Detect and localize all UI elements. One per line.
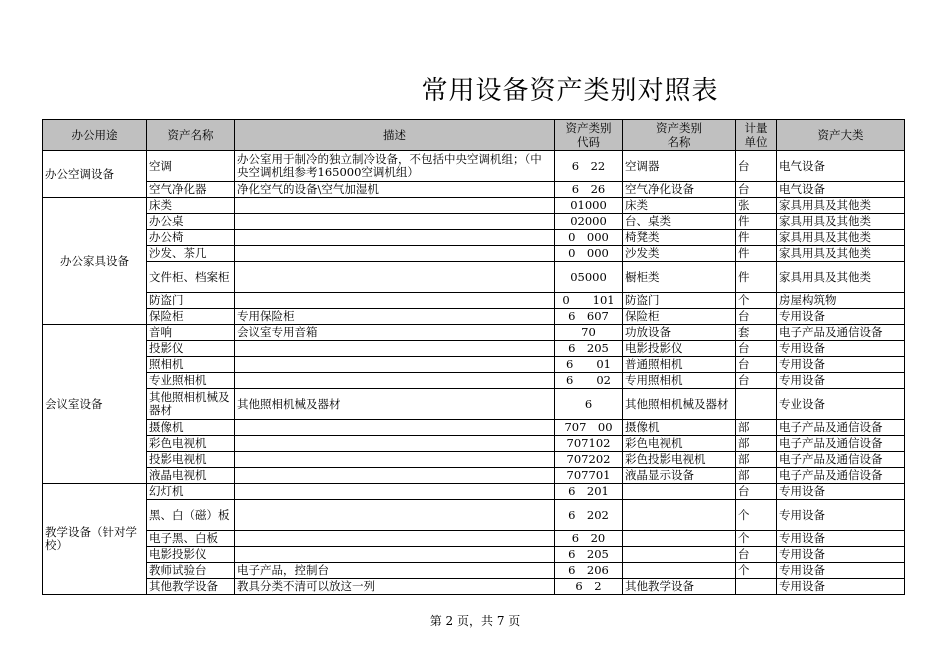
- category-name-cell: 专用照相机: [623, 373, 736, 389]
- unit-cell: 台: [736, 373, 777, 389]
- category-name-cell: [623, 547, 736, 563]
- asset-name-cell: 照相机: [147, 357, 235, 373]
- description-cell: [235, 246, 555, 262]
- description-cell: [235, 341, 555, 357]
- category-name-cell: 沙发类: [623, 246, 736, 262]
- category-code-cell: 0 000: [555, 246, 623, 262]
- asset-name-cell: 办公椅: [147, 230, 235, 246]
- category-code-cell: 02000: [555, 214, 623, 230]
- description-cell: [235, 547, 555, 563]
- category-name-cell: 彩色电视机: [623, 436, 736, 452]
- category-code-cell: 6 205: [555, 547, 623, 563]
- table-row: [43, 230, 905, 246]
- unit-cell: 台: [736, 151, 777, 182]
- major-category-cell: 专业设备: [777, 389, 905, 420]
- description-cell: 专用保险柜: [235, 309, 555, 325]
- description-cell: [235, 468, 555, 484]
- asset-name-cell: 其他照相机械及器材: [147, 389, 235, 420]
- asset-name-cell: 办公桌: [147, 214, 235, 230]
- major-category-cell: 家具用具及其他类: [777, 214, 905, 230]
- asset-name-cell: 电影投影仪: [147, 547, 235, 563]
- header-asset-name: 资产名称: [147, 120, 235, 151]
- header-major-category: 资产大类: [777, 120, 905, 151]
- unit-cell: 台: [736, 182, 777, 198]
- table-row: [43, 389, 905, 420]
- category-name-cell: 普通照相机: [623, 357, 736, 373]
- table-row: [43, 484, 905, 500]
- major-category-cell: 专用设备: [777, 563, 905, 579]
- description-cell: 教具分类不清可以放这一列: [235, 579, 555, 595]
- category-name-cell: 液晶显示设备: [623, 468, 736, 484]
- major-category-cell: 专用设备: [777, 309, 905, 325]
- asset-name-cell: 空气净化器: [147, 182, 235, 198]
- unit-cell: 个: [736, 531, 777, 547]
- category-name-cell: [623, 500, 736, 531]
- description-cell: [235, 214, 555, 230]
- asset-name-cell: 文件柜、档案柜: [147, 262, 235, 293]
- category-name-cell: 台、桌类: [623, 214, 736, 230]
- unit-cell: 台: [736, 357, 777, 373]
- table-row: [43, 341, 905, 357]
- table-row: [43, 452, 905, 468]
- category-code-cell: 6 202: [555, 500, 623, 531]
- table-row: [43, 198, 905, 214]
- table-row: [43, 531, 905, 547]
- usage-group-cell: 会议室设备: [43, 325, 147, 484]
- usage-group-cell: 教学设备（针对学校）: [43, 484, 147, 595]
- description-cell: [235, 293, 555, 309]
- category-code-cell: 6 20: [555, 531, 623, 547]
- unit-cell: 件: [736, 262, 777, 293]
- table-row: [43, 436, 905, 452]
- category-name-cell: [623, 531, 736, 547]
- unit-cell: 台: [736, 309, 777, 325]
- major-category-cell: 专用设备: [777, 484, 905, 500]
- description-cell: [235, 531, 555, 547]
- header-category-name: 资产类别 名称: [623, 120, 736, 151]
- unit-cell: 台: [736, 341, 777, 357]
- table-row: [43, 325, 905, 341]
- asset-name-cell: 防盗门: [147, 293, 235, 309]
- category-name-cell: 其他教学设备: [623, 579, 736, 595]
- unit-cell: 台: [736, 547, 777, 563]
- category-name-cell: 防盗门: [623, 293, 736, 309]
- description-cell: [235, 357, 555, 373]
- asset-name-cell: 音响: [147, 325, 235, 341]
- category-code-cell: 707102: [555, 436, 623, 452]
- major-category-cell: 专用设备: [777, 547, 905, 563]
- usage-group-cell: 办公空调设备: [43, 151, 147, 198]
- description-cell: 会议室专用音箱: [235, 325, 555, 341]
- description-cell: [235, 484, 555, 500]
- category-name-cell: 彩色投影电视机: [623, 452, 736, 468]
- description-cell: 办公室用于制冷的独立制冷设备，不包括中央空调机组；（中央空调机组参考165000空调机组）: [235, 151, 555, 182]
- major-category-cell: 专用设备: [777, 500, 905, 531]
- description-cell: [235, 436, 555, 452]
- category-code-cell: 707202: [555, 452, 623, 468]
- description-cell: [235, 262, 555, 293]
- page-title: 常用设备资产类别对照表: [421, 76, 719, 106]
- table-row: [43, 500, 905, 531]
- major-category-cell: 家具用具及其他类: [777, 230, 905, 246]
- asset-name-cell: 专业照相机: [147, 373, 235, 389]
- major-category-cell: 家具用具及其他类: [777, 246, 905, 262]
- asset-name-cell: 投影仪: [147, 341, 235, 357]
- asset-name-cell: 保险柜: [147, 309, 235, 325]
- major-category-cell: 专用设备: [777, 373, 905, 389]
- usage-group-cell: 办公家具设备: [43, 198, 147, 325]
- category-code-cell: 6 205: [555, 341, 623, 357]
- unit-cell: [736, 389, 777, 420]
- header-description: 描述: [235, 120, 555, 151]
- asset-name-cell: 沙发、茶几: [147, 246, 235, 262]
- category-name-cell: 功放设备: [623, 325, 736, 341]
- asset-name-cell: 摄像机: [147, 420, 235, 436]
- table-row: [43, 373, 905, 389]
- unit-cell: 件: [736, 230, 777, 246]
- category-code-cell: 70: [555, 325, 623, 341]
- category-code-cell: 6 22: [555, 151, 623, 182]
- major-category-cell: 专用设备: [777, 357, 905, 373]
- description-cell: [235, 373, 555, 389]
- header-unit: 计量 单位: [736, 120, 777, 151]
- category-name-cell: 摄像机: [623, 420, 736, 436]
- table-row: [43, 547, 905, 563]
- unit-cell: 个: [736, 500, 777, 531]
- major-category-cell: 电子产品及通信设备: [777, 452, 905, 468]
- major-category-cell: 电气设备: [777, 182, 905, 198]
- category-name-cell: 电影投影仪: [623, 341, 736, 357]
- category-code-cell: 707 00: [555, 420, 623, 436]
- asset-name-cell: 黑、白（磁）板: [147, 500, 235, 531]
- table-header-row: [43, 120, 905, 151]
- category-name-cell: 橱柜类: [623, 262, 736, 293]
- header-usage: 办公用途: [43, 120, 147, 151]
- table-row: [43, 420, 905, 436]
- asset-name-cell: 床类: [147, 198, 235, 214]
- category-code-cell: 6 206: [555, 563, 623, 579]
- category-code-cell: 6: [555, 389, 623, 420]
- asset-name-cell: 教师试验台: [147, 563, 235, 579]
- category-name-cell: 其他照相机械及器材: [623, 389, 736, 420]
- unit-cell: 部: [736, 452, 777, 468]
- table-row: [43, 468, 905, 484]
- description-cell: [235, 420, 555, 436]
- unit-cell: 部: [736, 468, 777, 484]
- unit-cell: 个: [736, 293, 777, 309]
- description-cell: [235, 230, 555, 246]
- table-row: [43, 563, 905, 579]
- table-row: [43, 151, 905, 182]
- page-footer: 第 2 页，共 7 页: [429, 614, 521, 628]
- major-category-cell: 电气设备: [777, 151, 905, 182]
- description-cell: [235, 452, 555, 468]
- major-category-cell: 房屋构筑物: [777, 293, 905, 309]
- table-row: [43, 579, 905, 595]
- major-category-cell: 专用设备: [777, 341, 905, 357]
- table-row: [43, 214, 905, 230]
- category-name-cell: 空气净化设备: [623, 182, 736, 198]
- asset-name-cell: 空调: [147, 151, 235, 182]
- asset-name-cell: 幻灯机: [147, 484, 235, 500]
- description-cell: 电子产品，控制台: [235, 563, 555, 579]
- category-name-cell: 椅凳类: [623, 230, 736, 246]
- category-name-cell: 空调器: [623, 151, 736, 182]
- major-category-cell: 家具用具及其他类: [777, 198, 905, 214]
- table-row: [43, 357, 905, 373]
- category-code-cell: 6 26: [555, 182, 623, 198]
- category-code-cell: 01000: [555, 198, 623, 214]
- unit-cell: 部: [736, 420, 777, 436]
- asset-name-cell: 其他教学设备: [147, 579, 235, 595]
- table-row: [43, 293, 905, 309]
- category-name-cell: 保险柜: [623, 309, 736, 325]
- unit-cell: 张: [736, 198, 777, 214]
- table-row: [43, 182, 905, 198]
- category-name-cell: 床类: [623, 198, 736, 214]
- asset-name-cell: 彩色电视机: [147, 436, 235, 452]
- asset-category-table: [42, 119, 905, 595]
- asset-name-cell: 电子黑、白板: [147, 531, 235, 547]
- table-row: [43, 309, 905, 325]
- unit-cell: 个: [736, 563, 777, 579]
- description-cell: 净化空气的设备\空气加湿机: [235, 182, 555, 198]
- major-category-cell: 电子产品及通信设备: [777, 468, 905, 484]
- table-row: [43, 262, 905, 293]
- major-category-cell: 家具用具及其他类: [777, 262, 905, 293]
- asset-name-cell: 投影电视机: [147, 452, 235, 468]
- major-category-cell: 电子产品及通信设备: [777, 436, 905, 452]
- major-category-cell: 电子产品及通信设备: [777, 420, 905, 436]
- header-category-code: 资产类别 代码: [555, 120, 623, 151]
- major-category-cell: 电子产品及通信设备: [777, 325, 905, 341]
- category-code-cell: 6 02: [555, 373, 623, 389]
- unit-cell: 台: [736, 484, 777, 500]
- major-category-cell: 专用设备: [777, 579, 905, 595]
- category-code-cell: 6 01: [555, 357, 623, 373]
- description-cell: [235, 198, 555, 214]
- description-cell: 其他照相机械及器材: [235, 389, 555, 420]
- unit-cell: 件: [736, 246, 777, 262]
- category-code-cell: 707701: [555, 468, 623, 484]
- description-cell: [235, 500, 555, 531]
- category-name-cell: [623, 563, 736, 579]
- category-code-cell: 05000: [555, 262, 623, 293]
- unit-cell: [736, 579, 777, 595]
- category-code-cell: 0 000: [555, 230, 623, 246]
- category-code-cell: 6 607: [555, 309, 623, 325]
- category-code-cell: 6 201: [555, 484, 623, 500]
- category-code-cell: 6 2: [555, 579, 623, 595]
- unit-cell: 套: [736, 325, 777, 341]
- table-row: [43, 246, 905, 262]
- category-code-cell: 0 101: [555, 293, 623, 309]
- category-name-cell: [623, 484, 736, 500]
- asset-name-cell: 液晶电视机: [147, 468, 235, 484]
- unit-cell: 部: [736, 436, 777, 452]
- unit-cell: 件: [736, 214, 777, 230]
- major-category-cell: 专用设备: [777, 531, 905, 547]
